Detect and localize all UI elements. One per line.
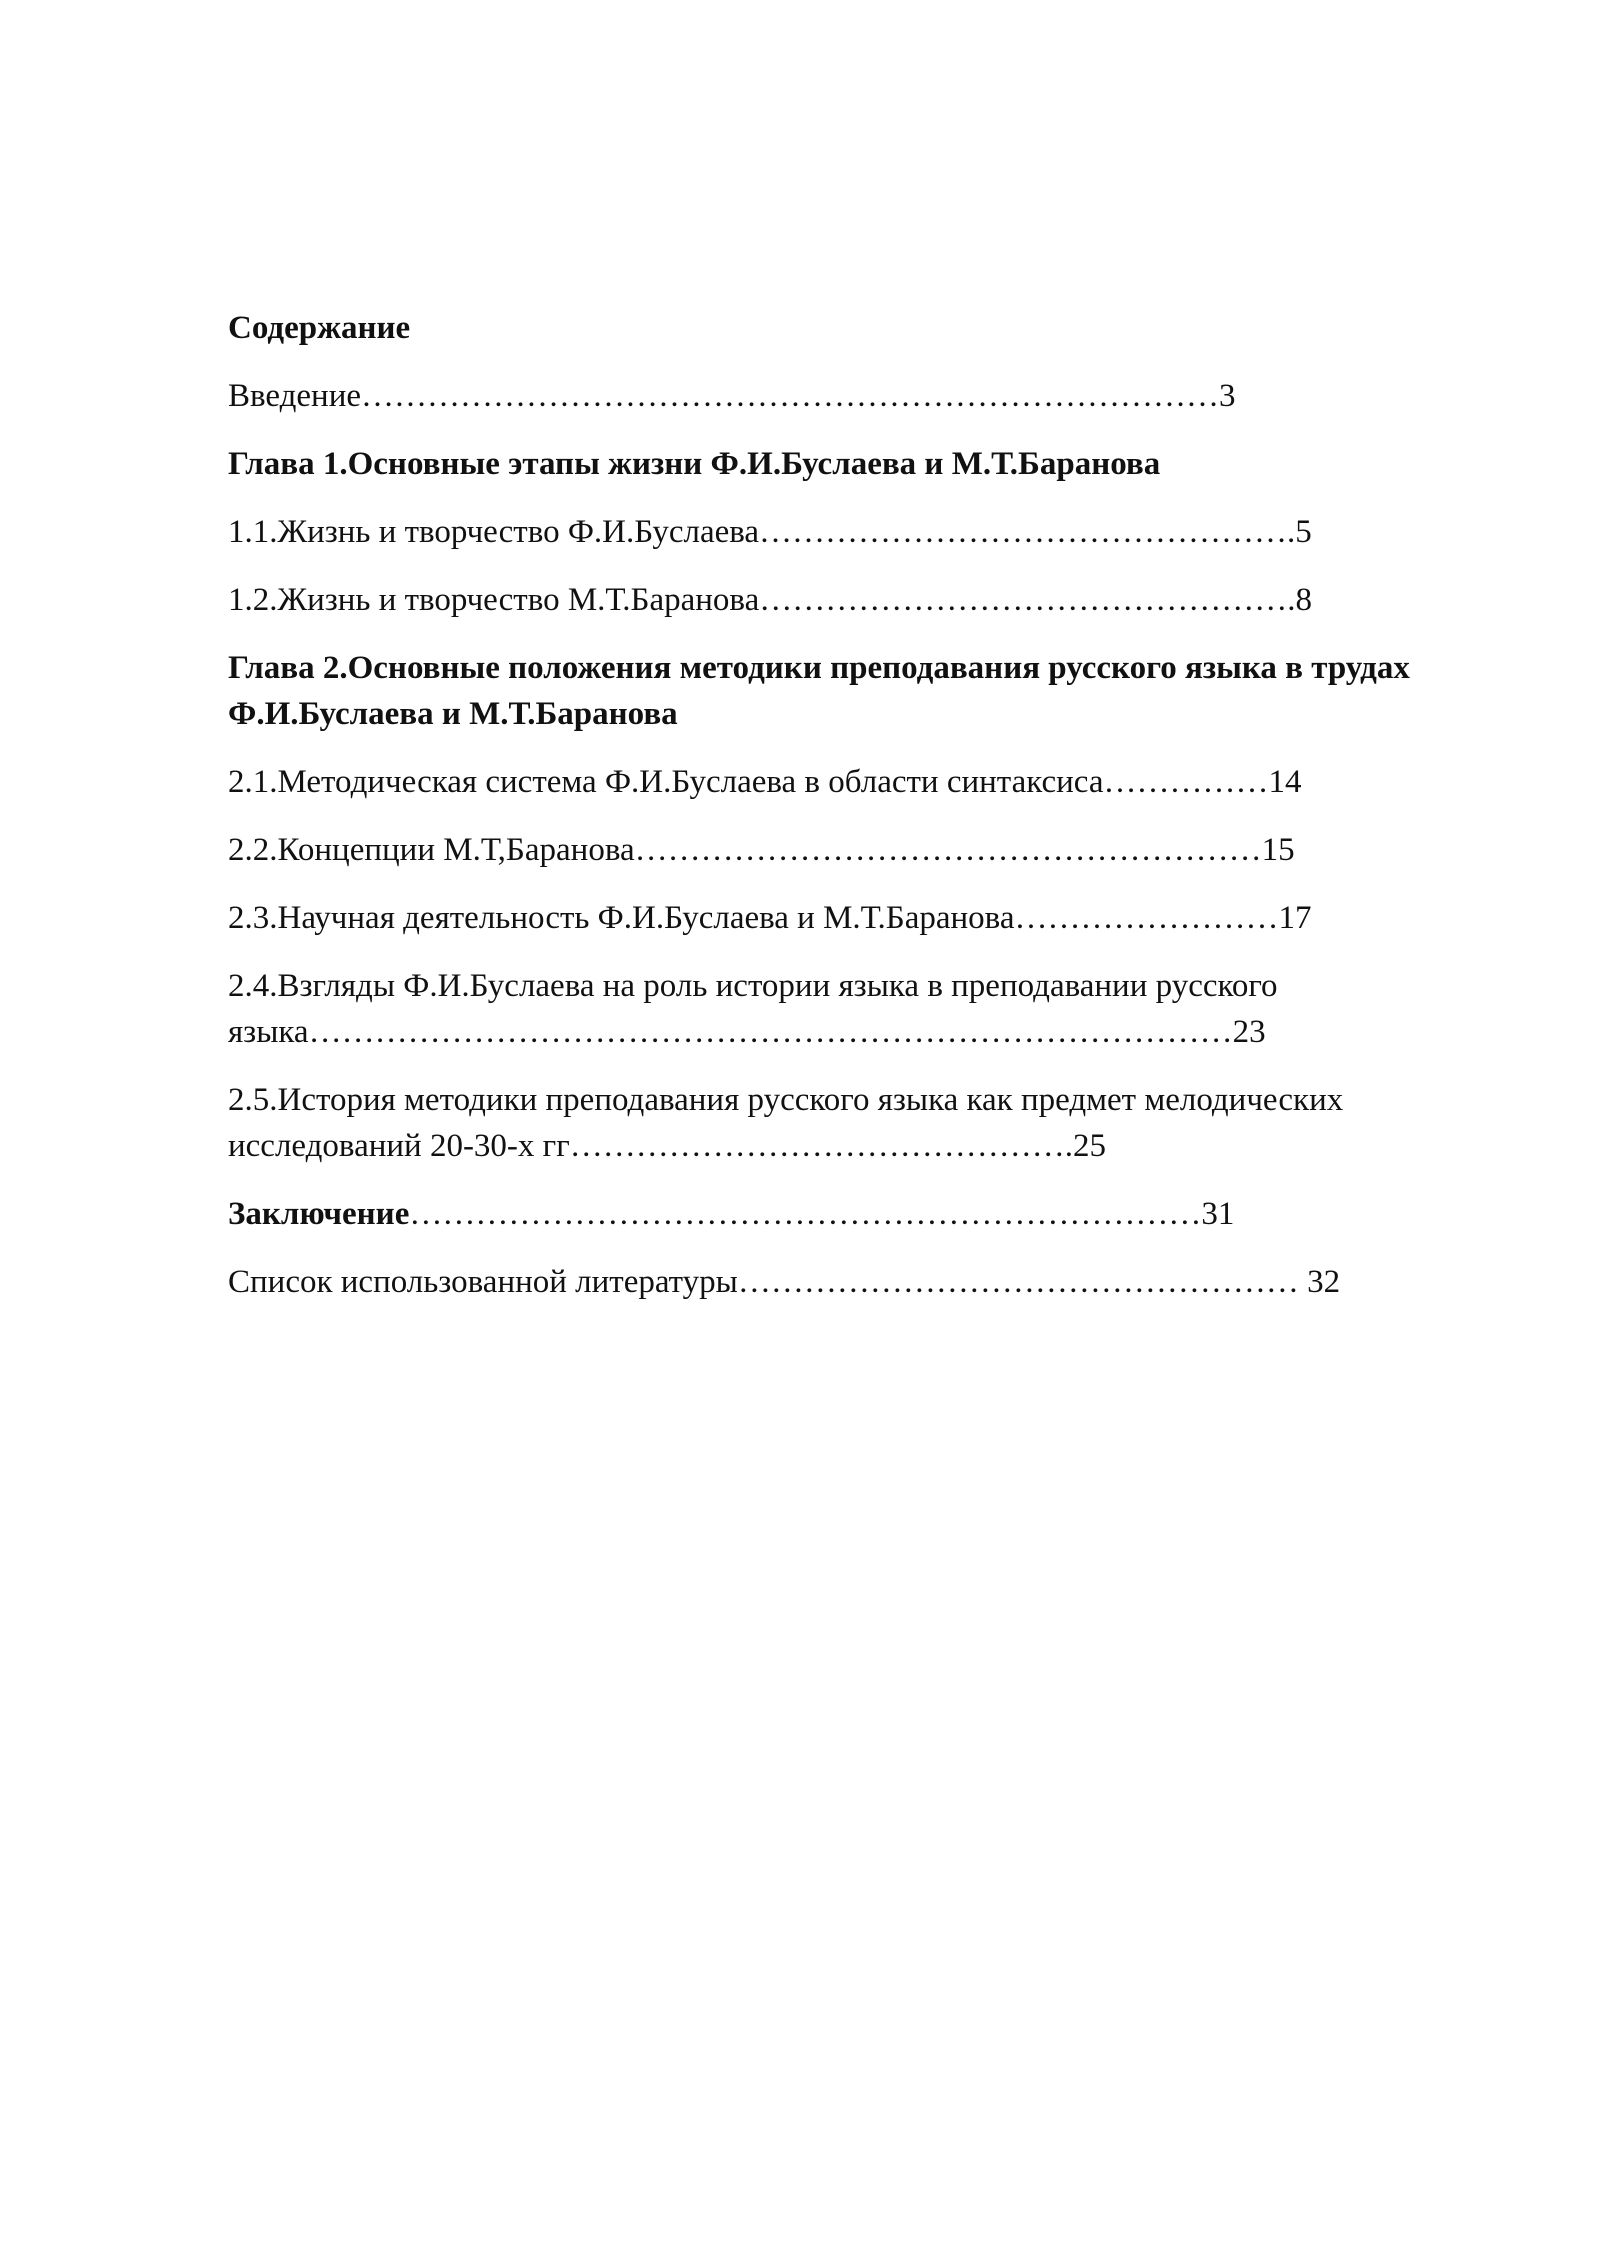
toc-entry-conclusion-label: Заключение [228,1196,410,1232]
toc-entry-2-3: 2.3.Научная деятельность Ф.И.Буслаева и М.Т.Баранова……………………17 [228,900,1312,936]
toc-entry-2-1: 2.1.Методическая система Ф.И.Буслаева в области синтаксиса……………14 [228,764,1302,800]
toc-entry-chapter-1: Глава 1.Основные этапы жизни Ф.И.Буслаева и М.Т.Баранова [228,446,1161,482]
document-page [228,305,1478,1327]
toc-entry-1-1: 1.1.Жизнь и творчество Ф.И.Буслаева………………………………………….5 [228,514,1312,550]
toc-entry-conclusion-leader: ………………………………………………………………31 [409,1196,1235,1232]
toc-entry-1-2: 1.2.Жизнь и творчество М.Т.Баранова………………………………………….8 [228,582,1312,618]
toc-entry-2-5: 2.5.История методики преподавания русского языка как предмет мелодических исследований 20-30-х гг……………………………………….25 [228,1082,1352,1164]
toc-entry-conclusion [228,1191,1478,1237]
toc-entry-2-4: 2.4.Взгляды Ф.И.Буслаева на роль истории языка в преподавании русского языка…………………………………………………………………………23 [228,968,1286,1050]
toc-entry-chapter-2: Глава 2.Основные положения методики преподавания русского языка в трудах Ф.И.Буслаева и М.Т.Баранова [228,650,1419,732]
toc-entry-bibliography: Список использованной литературы…………………………………………… 32 [228,1264,1341,1300]
toc-heading: Содержание [228,310,411,346]
toc-entry-2-2: 2.2.Концепции М.Т,Баранова…………………………………………………15 [228,832,1295,868]
toc-entry-introduction: Введение……………………………………………………………………3 [228,378,1236,414]
